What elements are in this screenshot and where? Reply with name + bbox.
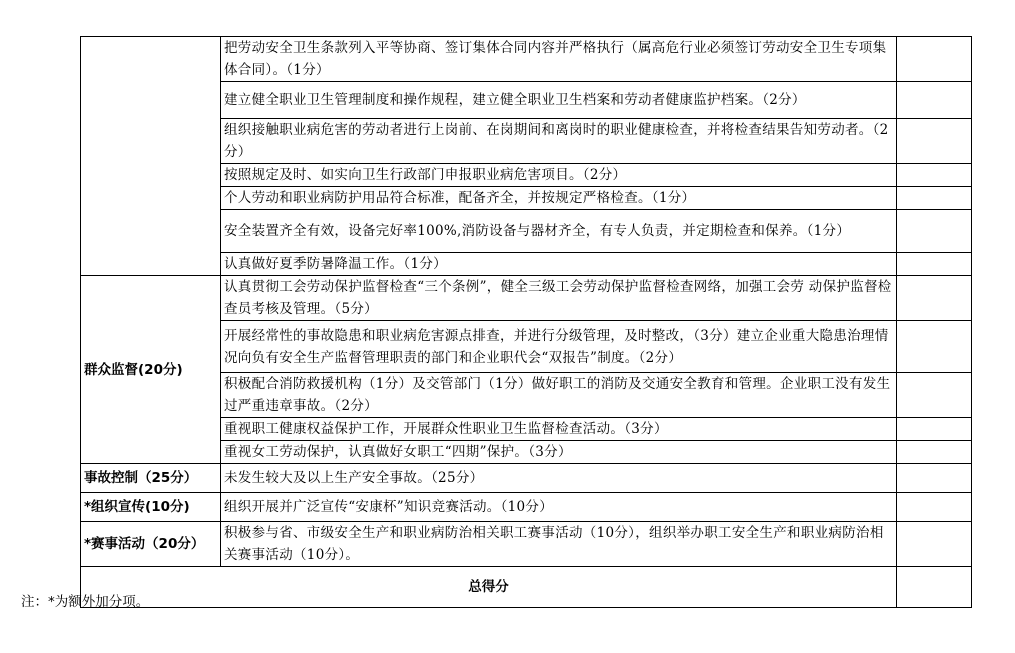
total-row xyxy=(81,567,972,608)
score-cell[interactable] xyxy=(897,37,972,82)
category-competition: *赛事活动（20分） xyxy=(81,522,221,567)
item-cell: 组织接触职业病危害的劳动者进行上岗前、在岗期间和离岗时的职业健康检查，并将检查结果告知劳动者。（2分） xyxy=(221,119,897,164)
score-cell[interactable] xyxy=(897,418,972,441)
category-cell-continued xyxy=(81,37,221,276)
score-cell[interactable] xyxy=(897,441,972,464)
scoring-table xyxy=(80,36,972,608)
item-cell: 积极配合消防救援机构（1分）及交管部门（1分）做好职工的消防及交通安全教育和管理。企业职工没有发生过严重违章事故。（2分） xyxy=(221,373,897,418)
table-row xyxy=(81,522,972,567)
score-cell[interactable] xyxy=(897,164,972,187)
item-cell: 开展经常性的事故隐患和职业病危害源点排查，并进行分级管理，及时整改，（3分）建立企业重大隐患治理情况向负有安全生产监督管理职责的部门和企业职代会“双报告”制度。（2分） xyxy=(221,321,897,373)
score-cell[interactable] xyxy=(897,253,972,276)
item-cell: 认真贯彻工会劳动保护监督检查“三个条例”，健全三级工会劳动保护监督检查网络，加强工会劳 动保护监督检查员考核及管理。（5分） xyxy=(221,276,897,321)
score-cell[interactable] xyxy=(897,210,972,253)
item-cell: 按照规定及时、如实向卫生行政部门申报职业病危害项目。（2分） xyxy=(221,164,897,187)
item-cell: 未发生较大及以上生产安全事故。（25分） xyxy=(221,464,897,493)
item-cell: 重视女工劳动保护，认真做好女职工“四期”保护。（3分） xyxy=(221,441,897,464)
total-score-label: 总得分 xyxy=(81,567,897,608)
item-cell: 认真做好夏季防暑降温工作。（1分） xyxy=(221,253,897,276)
item-cell: 积极参与省、市级安全生产和职业病防治相关职工赛事活动（10分），组织举办职工安全生产和职业病防治相关赛事活动（10分）。 xyxy=(221,522,897,567)
item-cell: 组织开展并广泛宣传“安康杯”知识竞赛活动。（10分） xyxy=(221,493,897,522)
score-cell[interactable] xyxy=(897,119,972,164)
table-row xyxy=(81,37,972,82)
category-publicity: *组织宣传(10分) xyxy=(81,493,221,522)
item-cell: 把劳动安全卫生条款列入平等协商、签订集体合同内容并严格执行（属高危行业必须签订劳动安全卫生专项集体合同）。（1分） xyxy=(221,37,897,82)
item-cell: 重视职工健康权益保护工作，开展群众性职业卫生监督检查活动。（3分） xyxy=(221,418,897,441)
score-cell[interactable] xyxy=(897,187,972,210)
score-cell[interactable] xyxy=(897,493,972,522)
score-cell[interactable] xyxy=(897,373,972,418)
score-cell[interactable] xyxy=(897,276,972,321)
table-row xyxy=(81,464,972,493)
score-cell[interactable] xyxy=(897,464,972,493)
item-cell: 建立健全职业卫生管理制度和操作规程，建立健全职业卫生档案和劳动者健康监护档案。（2分） xyxy=(221,82,897,119)
score-cell[interactable] xyxy=(897,82,972,119)
total-score-cell[interactable] xyxy=(897,567,972,608)
category-mass-supervision: 群众监督(20分) xyxy=(81,276,221,464)
category-accident-control: 事故控制（25分） xyxy=(81,464,221,493)
table-row xyxy=(81,493,972,522)
score-cell[interactable] xyxy=(897,522,972,567)
score-cell[interactable] xyxy=(897,321,972,373)
table-row xyxy=(81,276,972,321)
item-cell: 个人劳动和职业病防护用品符合标准，配备齐全，并按规定严格检查。（1分） xyxy=(221,187,897,210)
item-cell: 安全装置齐全有效，设备完好率100%,消防设备与器材齐全，有专人负责，并定期检查和保养。（1分） xyxy=(221,210,897,253)
footnote: 注：*为额外加分项。 xyxy=(21,594,150,610)
